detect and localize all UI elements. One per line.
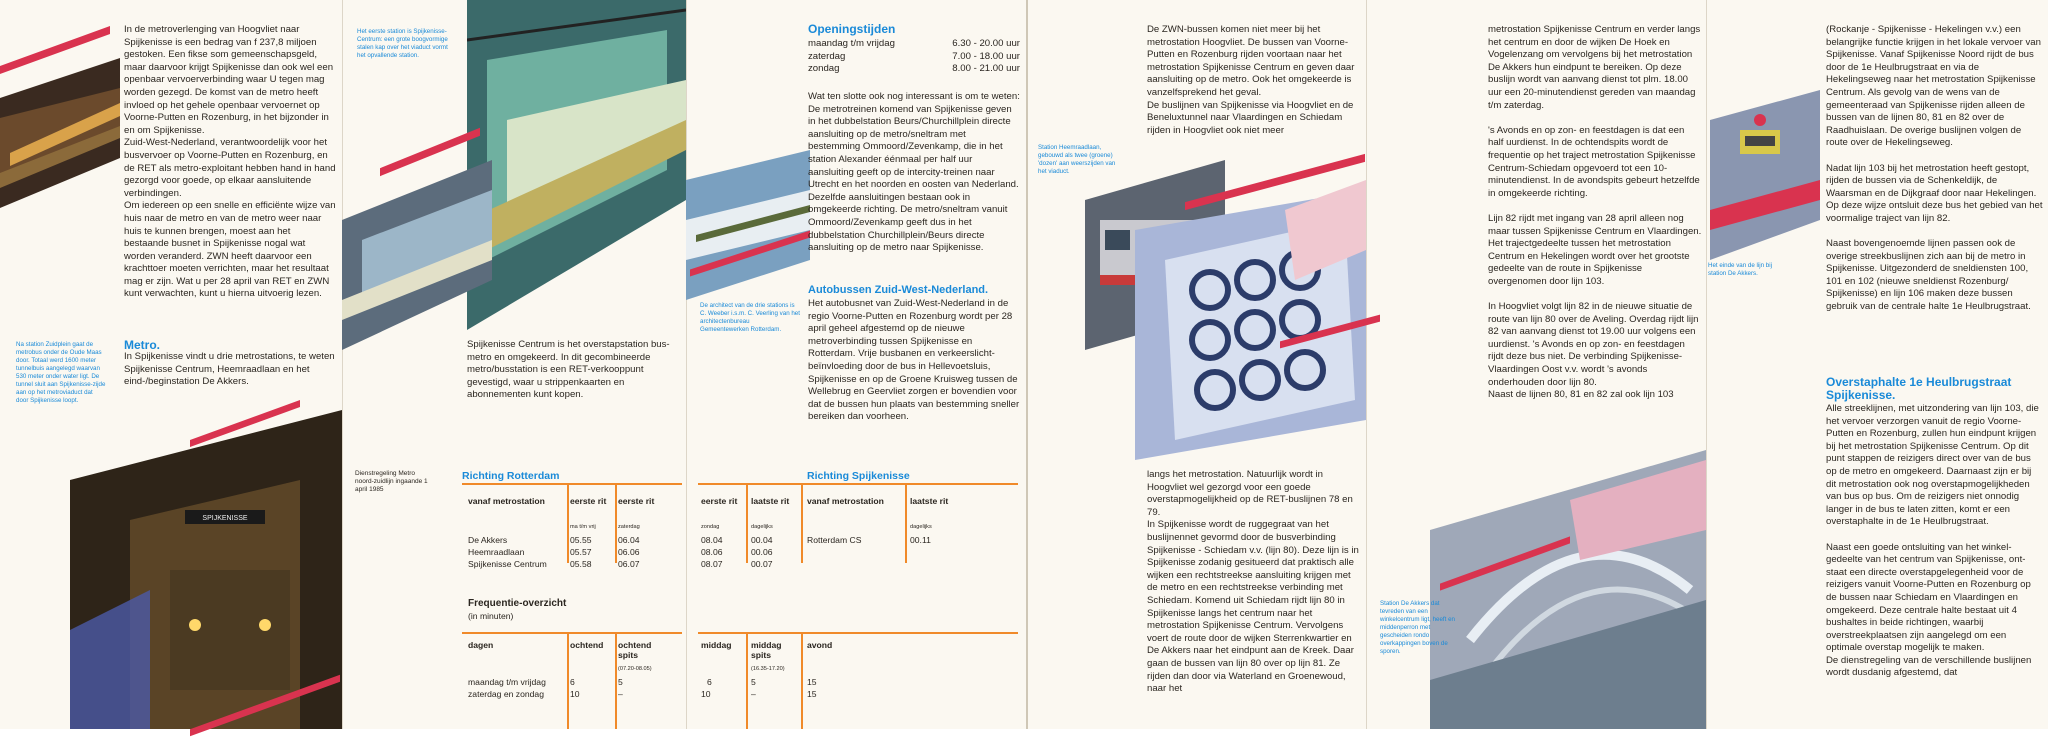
table-rule (746, 632, 748, 729)
hours-row: zaterdag 7.00 - 18.00 uur (808, 50, 1020, 62)
freq-day: zaterdag en zondag (468, 689, 544, 699)
row-time: 08.07 (701, 559, 723, 569)
station-centrum-photo (467, 0, 686, 330)
frequency-table-right (695, 590, 1025, 729)
row-time: 08.06 (701, 547, 723, 557)
freq-value: 6 (570, 677, 575, 687)
freq-sub: (in minuten) (468, 611, 514, 621)
table-rule (462, 632, 682, 634)
col-first-1: eerste rit (570, 496, 607, 506)
spk-station: Rotterdam CS (807, 535, 862, 545)
col-last-1: laatste rit (751, 496, 790, 506)
table-rule (801, 632, 803, 729)
freq-value: 10 (701, 689, 711, 699)
opening-hours-heading: Openingstijden (808, 22, 896, 36)
train-destination-sign: SPIJKENISSE (202, 515, 248, 522)
sub-ma-vrij: ma t/m vrij (570, 524, 596, 530)
col-first-2: eerste rit (618, 496, 655, 506)
col-first-3: eerste rit (701, 496, 738, 506)
hours-row: maandag t/m vrijdag 6.30 - 20.00 uur (808, 38, 1020, 49)
sub-zondag: zondag (701, 524, 720, 530)
bus-text: Het autobusnet van Zuid-West-Nederland in de regio Voorne-Putten en Rozenburg wordt per 28 april geheel afgestemd op de nieuwe metroverbinding tussen Spijkenisse en Rotterdam. Vrije busbanen en verkeerslicht-beïnvloeding door de bus in Hellevoetsluis, Spijkenisse en op de Groene Kruisweg tussen de Wellebrug en Geervliet zorgen er bovendien voor dat de bussen hun plaats van bestemming sneller bereiken dan voorheen. (808, 298, 1020, 423)
freq-day: maandag t/m vrijdag (468, 677, 546, 687)
station-interior-photo (342, 150, 492, 350)
frequency-table (462, 590, 692, 729)
freq-col-ochtend: ochtend (570, 640, 604, 650)
fold-line (1366, 0, 1367, 729)
row-station: Spijkenisse Centrum (468, 559, 547, 569)
table-rule (746, 483, 748, 563)
bus-heading: Autobussen Zuid-West-Nederland. (808, 284, 989, 296)
track-end-photo (1710, 90, 1820, 260)
architect-caption: De architect van de drie stations is C. Weeber i.s.m. C. Veerling van het architectenbureau Gemeentewerken Rotterdam. (700, 302, 800, 333)
freq-col-middag-spits: middag spits (751, 640, 782, 660)
freq-spits1: (07.20-08.05) (618, 666, 652, 672)
freq-value: 6 (707, 677, 712, 687)
row-time: 00.07 (751, 559, 773, 569)
connections-text: Wat ten slotte ook nog interessant is om te weten: De metrotreinen komend van Spijkenisse geven in het dubbelstation Beurs/Churchillplein directe aansluiting op de metro/sneltram met bestemming Ommoord/Zevenkamp, die in het station Alexander éénmaal per half uur aansluiting geeft op de intercity-treinen naar Utrecht en het noorden en oosten van Nederland. Dezelfde aansluitingen bestaan ook in omgekeerde richting. De metro/sneltram vanuit Ommoord/Zevenkamp geeft dus in het dubbelstation Churchillplein/Beurs directe aansluiting op de metro naar Spijkenisse. (808, 91, 1020, 254)
metro-train-photo (70, 400, 342, 729)
row-time: 05.58 (570, 559, 592, 569)
freq-value: 5 (618, 677, 623, 687)
freq-value: – (751, 689, 756, 699)
overstaphalte-heading: Overstaphalte 1e Heulbrugstraat Spijkenisse. (1826, 375, 2012, 402)
col-from: vanaf metrostation (468, 496, 545, 506)
spk-last: 00.11 (910, 535, 931, 545)
table-rule (615, 632, 617, 729)
lijn103-text: (Rockanje - Spijkenisse - Hekelingen v.v.) een belangrijke functie krijgen in het lokale vervoer van Spijkenisse. Vanaf Spijkenisse Noord rijdt de bus door de 1e Heulbrugstraat en via de Hekelingseweg naar het metrostation Spijkenisse Centrum. Als gevolg van de wens van de gemeenteraad van Spijkenisse rijden alleen de bussen van de lijnen 80, 81 en 82 over de Raadhuislaan. De overige buslijnen volgen de route over de Hekelingseweg. Nadat lijn 103 bij het metrostation heeft gestopt, rijden de bussen via de Schenkeldijk, de Waarsman en de Dijkgraaf door naar Hekelingen. Op deze wijze ontsluit deze bus het gebied van het voormalige traject van lijn 82. Naast bovengenoemde lijnen passen ook de overige streekbuslijnen zich aan bij de metro in Spijkenisse. Uitgezonderd de sneldiensten 100, 101 en 102 (nieuwe sneldienst Rozenburg/ Spijkenisse) en lijn 106 maken deze bussen gebruik van de centrale halte 1e Heulbrugstraat. (1826, 24, 2043, 313)
de-akkers-station-photo (1430, 440, 1706, 729)
sub-dagelijks: dagelijks (910, 524, 932, 530)
overstaphalte-text: Alle streeklijnen, met uitzondering van lijn 103, die het vervoer verzorgen vanuit de regio Voorne-Putten en Rozenburg, zullen hun eindpunt krijgen bij het metrostation Spijkenisse Centrum. Op dit punt stappen de reizigers direct over van de bus op de metro en omgekeerd. Daarnaast zijn er bij dit metrostation ook nog overstapmogelijkheden van bus op bus. Om de reizigers niet onnodig langer in de bus te laten zitten, komt er een overstaphalte in de 1e Heulbrugstraat. Naast een goede ontsluiting van het winkel-gedeelte van het centrum van Spijkenisse, ont-staat een directe overstapgelegenheid voor de reizigers vanuit Voorne-Putten en Rozenburg op de bussen naar Schiedam en Vlaardingen en omgekeerd. Deze centrale halte bestaat uit 4 bushaltes in beide richtingen, waarbij overstreekplaatsen zijn aangelegd om een optimale overstap mogelijk te maken. De dienstregeling van de verschillende buslijnen wordt dusdanig afgestemd, dat (1826, 403, 2039, 679)
akkers-caption: Station De Akkers dat tevreden van een winkelcentrum ligt, heeft en middenperron met gescheiden rondo overkappingen boven de sporen. (1380, 600, 1455, 655)
fold-line (342, 0, 343, 729)
freq-col-avond: avond (807, 640, 833, 650)
row-time: 00.06 (751, 547, 773, 557)
freq-spits2: (16.35-17.20) (751, 666, 785, 672)
bus-routes-text-top: De ZWN-bussen komen niet meer bij het metrostation Hoogvliet. De bussen van Voorne-Putten en Rozenburg rijden voortaan naar het metrostation Spijkenisse Centrum en geven daar aansluiting op de metro. Ook het omgekeerde is vanzelfsprekend het geval. De buslijnen van Spijkenisse via Hoogvliet en de Beneluxtunnel naar Vlaardingen en Schiedam rijden in Hoogvliet ook niet meer (1147, 24, 1355, 136)
station-exterior-photo (686, 150, 810, 300)
opening-hours (808, 38, 1020, 76)
heemraadlaan-caption: Station Heemraadlaan, gebouwd als twee (groene) 'dozen' aan weerszijden van het viaduct. (1038, 144, 1116, 175)
row-time: 00.04 (751, 535, 773, 545)
table-rule (801, 483, 803, 563)
centrum-text: Spijkenisse Centrum is het overstapstation bus-metro en omgekeerd. In dit gecombineerde metro/busstation is een RET-verkooppunt gevestigd, waar u strippenkaarten en abonnementen kunt kopen. (467, 339, 670, 401)
freq-value: 15 (807, 689, 817, 699)
lijn80-text: metrostation Spijkenisse Centrum en verder langs het centrum en door de wijken De Hoek en Vogelenzang om vervolgens bij het metrostation De Akkers hun eindpunt te bereiken. Op deze buslijn wordt van aanvang dienst tot plm. 18.00 uur een 20-minutendienst gereden van maandag t/m zaterdag. 's Avonds en op zon- en feestdagen is dat een half uurdienst. In de ochtendspits wordt de frequentie op het traject metrostation Spijkenisse Centrum-Schiedam opgevoerd tot een 10-minutendienst. In de avondspits gebeurt hetzelfde in omgekeerde richting. Lijn 82 rijdt met ingang van 28 april alleen nog maar tussen Spijkenisse Centrum en Vlaardingen. Het trajectgedeelte tussen het metrostation Centrum en Hekelingen wordt over het grootste gedeelte van de route in Spijkenisse overgenomen door lijn 103. In Hoogvliet volgt lijn 82 in de nieuwe situatie de route van lijn 80 over de Aveling. Overdag rijdt lijn 82 van aanvang dienst tot 19.00 uur volgens een uurdienst. 's Avonds en op zon- en feestdagen rijdt deze bus niet. De verbinding Spijkenisse-Vlaardingen Oost v.v. wordt 's avonds onderhouden door lijn 80. Naast de lijnen 80, 81 en 82 zal ook lijn 103 (1488, 24, 1702, 401)
freq-col-ochtend-spits: ochtend spits (618, 640, 652, 660)
col-from-2: vanaf metrostation (807, 496, 884, 506)
fold-line (1706, 0, 1707, 729)
freq-value: 10 (570, 689, 580, 699)
col-last-2: laatste rit (910, 496, 949, 506)
metro-tunnel-photo (0, 58, 120, 208)
freq-value: 15 (807, 677, 817, 687)
row-time: 06.06 (618, 547, 640, 557)
table-rule (905, 483, 907, 563)
timetable-spijkenisse (695, 460, 1025, 600)
freq-value: 5 (751, 677, 756, 687)
freq-heading: Frequentie-overzicht (468, 598, 567, 609)
track-end-caption: Het einde van de lijn bij station De Akkers. (1708, 262, 1772, 277)
row-time: 05.55 (570, 535, 592, 545)
metro-heading: Metro. (124, 338, 160, 352)
direction-rotterdam: Richting Rotterdam (462, 470, 560, 482)
sub-dagelijks: dagelijks (751, 524, 773, 530)
timetable-label: Dienstregeling Metro noord-zuidlijn ingaande 1 april 1985 (355, 470, 428, 493)
fold-line (1026, 0, 1028, 729)
row-station: De Akkers (468, 535, 508, 545)
freq-col-dagen: dagen (468, 640, 494, 650)
intro-text: In de metroverlenging van Hoogvliet naar Spijkenisse is een bedrag van f 237,8 miljoen gestoken. Een fikse som gemeenschapsgeld, maar daarvoor krijgt Spijkenisse dan ook wel een openbaar vervoerverbinding waar U tegen mag worden gezegd. De komst van de metro heeft invloed op het gehele openbaar vervoernet op Voorne-Putten en Rozenburg, in het bijzonder in en om Spijkenisse. Zuid-West-Nederland, verantwoordelijk voor het busvervoer op Voorne-Putten en Rozenburg, en de RET als metro-exploitant hebben hand in hand gezorgd voor goede, op elkaar aansluitende verbindingen. Om iedereen op een snelle en efficiënte wijze van huis naar de metro en van de metro weer naar huis te kunnen brengen, moest aan het bestaande busnet in Spijkenisse nogal wat worden veranderd. ZWN heeft daarvoor een krachttoer moeten verrichten, maar het resultaat mag er zijn. Wat u per 28 april van RET en ZWN kunt verwachten, kunt u hierna uitvoerig lezen. (124, 24, 336, 300)
sub-zaterdag: zaterdag (618, 524, 640, 530)
row-time: 06.07 (618, 559, 640, 569)
direction-spijkenisse: Richting Spijkenisse (807, 470, 910, 482)
table-rule (615, 483, 617, 563)
hours-row: zondag 8.00 - 21.00 uur (808, 63, 1020, 75)
table-rule (567, 483, 569, 563)
freq-value: – (618, 689, 623, 699)
table-rule (462, 483, 682, 485)
row-station: Heemraadlaan (468, 547, 525, 557)
row-time: 05.57 (570, 547, 592, 557)
tunnel-caption: Na station Zuidplein gaat de metrobus onder de Oude Maas door. Totaal werd 1600 meter tunnelbuis aangelegd waarvan 530 meter onder water ligt. De tunnel sluit aan Spijkenisse-zijde aan op het metroviaduct dat door Spijkenisse loopt. (16, 341, 106, 404)
row-time: 06.04 (618, 535, 640, 545)
row-time: 08.04 (701, 535, 723, 545)
heemraadlaan-station-photo (1135, 170, 1366, 460)
bus-routes-text-bottom: langs het metrostation. Natuurlijk wordt in Hoogvliet wel gezorgd voor een goede overstapmogelijkheid op de RET-buslijnen 78 en 79. In Spijkenisse wordt de ruggegraat van het buslijnennet gevormd door de busverbinding Spijkenisse - Schiedam v.v. (lijn 80). Deze lijn is in Spijkenisse zodanig gesitueerd dat praktisch alle wijken een rechtstreekse aansluiting krijgen met de metro en een rechtstreekse verbinding met Schiedam. Komend uit Schiedam rijdt lijn 80 in Spijkenisse langs het centrum naar het metrostation Spijkenisse Centrum. Vervolgens voert de route door de wijken Sterrenkwartier en De Akkers naar het eindpunt aan de Kreek. Daar gaan de bussen van lijn 80 over op lijn 81. Ze rijden dan door via Waterland en Groenewoud, naar het (1147, 469, 1359, 695)
centrum-caption: Het eerste station is Spijkenisse-Centrum: een grote boogvormige stalen kap over het viaduct vormt het opvallende station. (357, 28, 448, 59)
table-rule (567, 632, 569, 729)
freq-col-middag: middag (701, 640, 732, 650)
metro-text: In Spijkenisse vindt u drie metrostations, te weten Spijkenisse Centrum, Heemraadlaan en het eind-/beginstation De Akkers. (124, 351, 335, 388)
